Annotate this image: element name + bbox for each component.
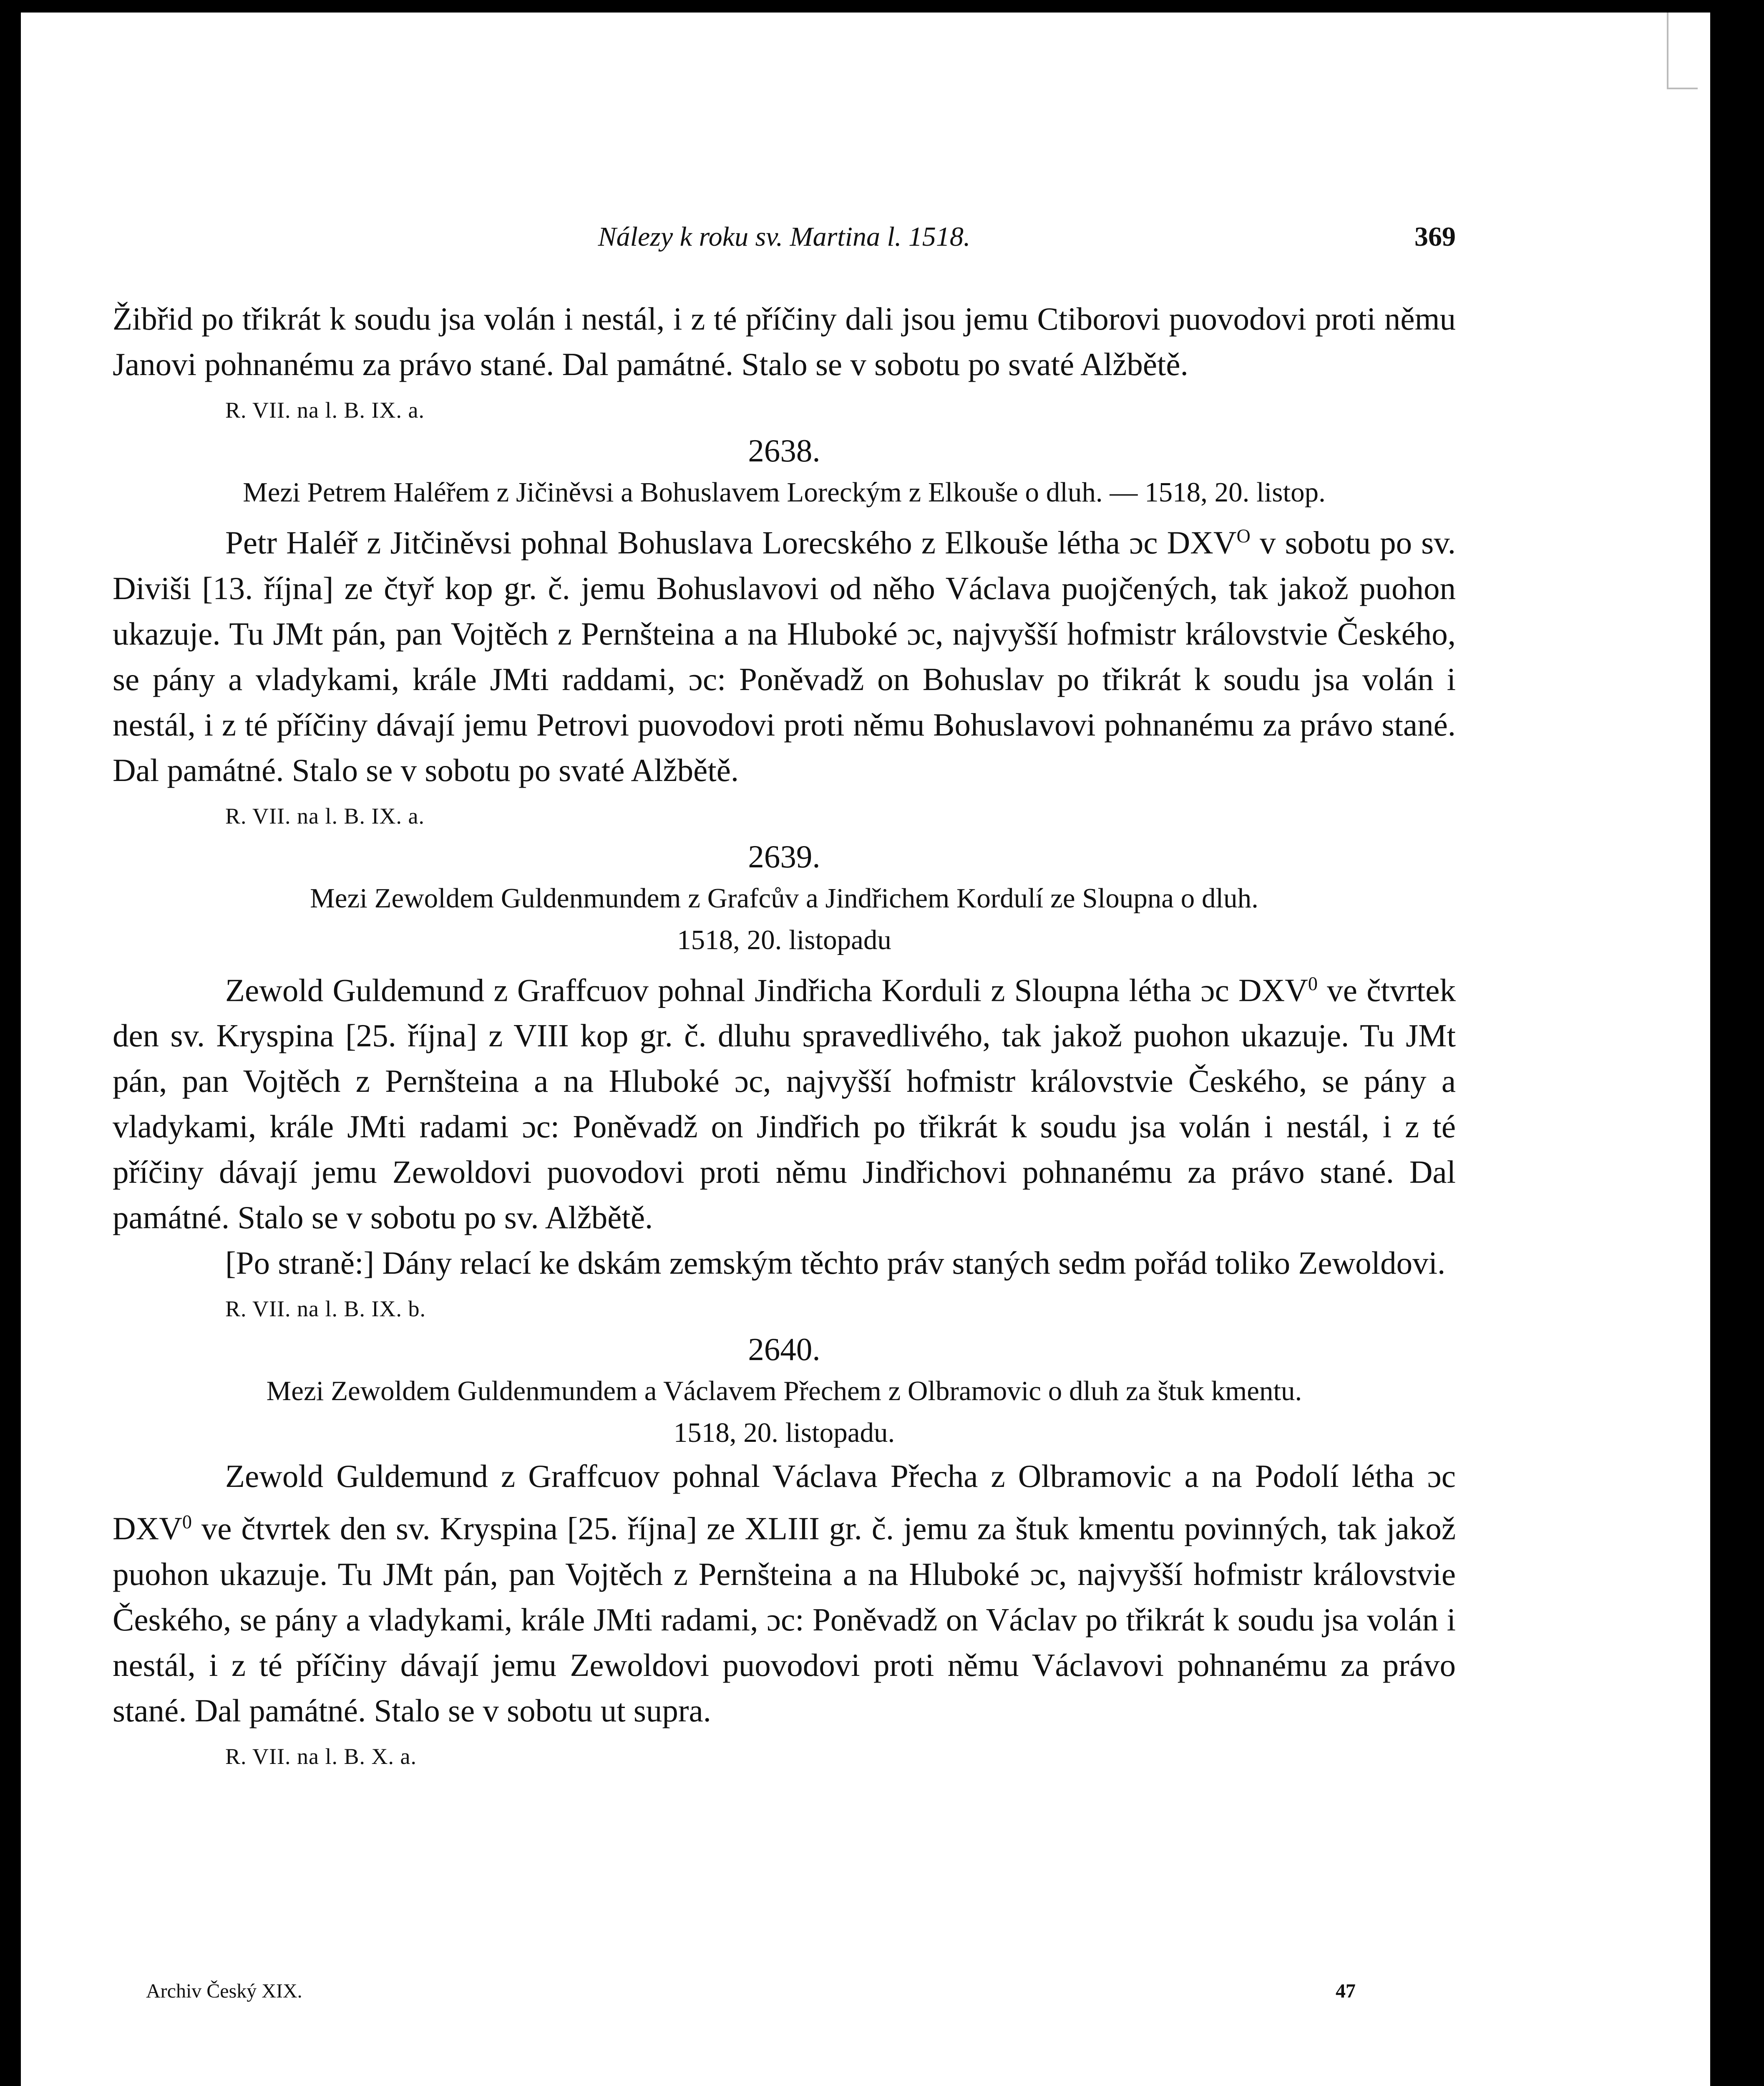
entry-text-part: ve čtvrtek den sv. Kryspina [25. října] z VIII kop gr. č. dluhu spravedlivého, tak jakož puohon ukazuje. Tu JMt pán, pan Vojtěch z Pernšteina a na Hluboké ɔc, najvyšší hofmistr královstvie Českého, se pány a vladykami, krále JMti radami ɔc: Poněvadž on Jindřich po třikrát k soudu jsa volán i nestál, i z té příčiny dávají jemu Zewoldovi puovodovi proti němu Jindřichovi pohnanému za právo stané. Dal památné. Stalo se v sobotu po sv. Alžbětě. [113, 972, 1456, 1236]
entry-source-2638: R. VII. na l. B. IX. a. [225, 803, 425, 829]
entry-date-2640: 1518, 20. listopadu. [673, 1417, 895, 1449]
entry-source-2640: R. VII. na l. B. X. a. [225, 1743, 417, 1769]
entry-text-part: Zewold Guldemund z Graffcuov pohnal Václava Přecha z Olbramovic a na Podolí létha ɔc DXV [113, 1458, 1456, 1547]
document-page [21, 13, 1710, 2086]
entry-text-part: Petr Haléř z Jitčiněvsi pohnal Bohuslava Lorecského z Elkouše létha ɔc DXV [225, 524, 1237, 561]
footer-signature: Archiv Český XIX. [146, 1980, 302, 2002]
running-title: Nálezy k roku sv. Martina l. 1518. [598, 222, 971, 252]
entry-source-2639: R. VII. na l. B. IX. b. [225, 1296, 426, 1322]
entry-text-part: v sobotu po sv. Diviši [13. října] ze čtyř kop gr. č. jemu Bohuslavovi od něho Václava puojčených, tak jakož puohon ukazuje. Tu JMt pán, pan Vojtěch z Pernšteina a na Hluboké ɔc, najvyšší hofmistr královstvie Českého, se pány a vladykami, krále JMti raddami, ɔc: Poněvadž on Bohuslav po třikrát k soudu jsa volán i nestál, i z té příčiny dávají jemu Petrovi puovodovi proti němu Bohuslavovi pohnanému za právo stané. Dal památné. Stalo se v sobotu po svaté Alžbětě. [113, 524, 1456, 788]
entry-summary-2639: Mezi Zewoldem Guldenmundem z Grafcův a Jindřichem Kordulí ze Sloupna o dluh. [310, 882, 1258, 914]
entry-summary-2640: Mezi Zewoldem Guldenmundem a Václavem Přechem z Olbramovic o dluh za štuk kmentu. [266, 1376, 1302, 1407]
intro-source: R. VII. na l. B. IX. a. [225, 398, 425, 423]
entry-note-2639: [Po straně:] Dány relací ke dskám zemským těchto práv staných sedm pořád toliko Zewoldovi. [225, 1245, 1446, 1281]
page-edge-mark [1667, 13, 1698, 89]
running-header [113, 221, 1456, 254]
intro-paragraph: Žibřid po třikrát k soudu jsa volán i nestál, i z té příčiny dali jsou jemu Ctiborovi puovodovi proti němu Janovi pohnanému za právo stané. Dal památné. Stalo se v sobotu po svaté Alžbětě. [113, 301, 1456, 382]
entry-number-2638: 2638. [748, 433, 820, 469]
entry-text-2640 [113, 1454, 1456, 1733]
entry-summary-2638: Mezi Petrem Haléřem z Jičiněvsi a Bohuslavem Loreckým z Elkouše o dluh. — 1518, 20. listop. [243, 477, 1326, 508]
superscript: 0 [182, 1511, 192, 1533]
entry-number-2639: 2639. [748, 838, 820, 874]
entry-date-2639: 1518, 20. listopadu [677, 924, 891, 955]
superscript: O [1236, 525, 1251, 547]
entry-text-part: Zewold Guldemund z Graffcuov pohnal Jindřicha Korduli z Sloupna létha ɔc DXV [225, 972, 1308, 1008]
entry-number-2640: 2640. [748, 1331, 820, 1368]
superscript: 0 [1308, 972, 1318, 994]
page-number: 369 [1414, 222, 1456, 252]
page-footer [113, 1980, 1456, 2009]
entry-text-2639 [113, 961, 1456, 1241]
entry-text-part: ve čtvrtek den sv. Kryspina [25. října] ze XLIII gr. č. jemu za štuk kmentu povinných, tak jakož puohon ukazuje. Tu JMt pán, pan Vojtěch z Pernšteina a na Hluboké ɔc, najvyšší hofmistr královstvie Českého, se pány a vladykami, krále JMti radami, ɔc: Poněvadž on Václav po třikrát k soudu jsa volán i nestál, i z té příčiny dávají jemu Zewoldovi puovodovi proti němu Václavovi pohnanému za právo stané. Dal památné. Stalo se v sobotu ut supra. [113, 1510, 1456, 1728]
page-body [113, 296, 1456, 1773]
footer-sheet-number: 47 [1336, 1980, 1356, 2002]
entry-text-2638 [113, 513, 1456, 793]
